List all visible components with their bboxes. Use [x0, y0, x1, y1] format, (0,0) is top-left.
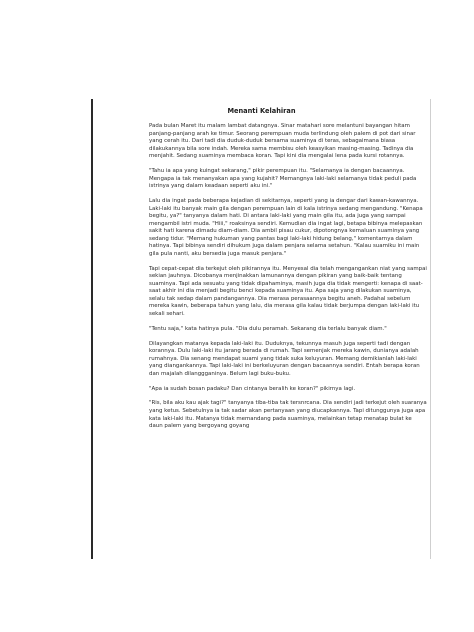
paragraph: Dilayangkan matanya kepada laki-laki itu. Duduknya, tekunnya masuh juga seperti tadi dengan korannya. Dulu laki-laki itu jarang berada di rumah. Tapi semenjak mereka kawin, dunianya adalah rumahnya. Dia senang mendapat suami yang tidak suka keluyuran. Memang demikianlah laki-laki yang diangankannya. Tapi laki-laki ini berkeluyuran dengan bacaannya sendiri. Entah berapa koran dan majalah dilanggganinya. Belum lagi buku-buku. [149, 340, 420, 377]
paragraph: Pada bulan Maret itu malam lambat datangnya. Sinar matahari sore melantuni bayangan hitam panjang-panjang arah ke timur. Seorang perempuan muda terlindung oleh palem di pot dari sinar yang cerah itu. Dari tadi dia duduk-duduk bersama suaminya di teras, sebagaimana biasa dilakukannya bila sore indah. Mereka sama membisu oleh keasyikan masing-masing. Tadinya dia menjahit. Sedang suaminya membaca koran. Tapi kini dia mengalai lena pada kursi rotannya. [149, 123, 416, 160]
paragraph: Tapi cepat-cepat dia terkejut oleh pikirannya itu. Menyesal dia telah mengangankan niat yang sampai sekian jauhnya. Dicobanya menjinakkan lamunannya dengan pikiran yang baik-baik tentang suaminya. Tapi ada sesuatu yang tidak dipahaminya, masih juga dia tidak mengerti: kenapa di saat-saat akhir ini dia menjadi begitu benci kepada suaminya itu. Apa saja yang dilakukan suaminya, selalu tak sedap dalam pandangannya. Dia merasa perasaannya begitu aneh. Padahal sebelum mereka kawin, beberapa tahun yang lalu, dia merasa gila kalau tidak berjumpa dengan laki-laki itu sekali sehari. [149, 265, 427, 317]
paragraph: Lalu dia ingat pada beberapa kejadian di sekitarnya, seperti yang ia dengar dari kawan-kawannya. Laki-laki itu banyak main gila dengan perempuan lain di kala istrinya sedang mengandung. "Kenapa begitu, ya?" tanyanya dalam hati. Di antara laki-laki yang main gila itu, ada juga yang sampai mengambil istri muda. "Hiii," roaksinya sendiri. Kemudian dia ingat lagi, betapa bibinya melepaskan sakit hati karena dimadu diam-diam. Dia ambil pisau cukur, dipotongnya kemaluan suaminya yang sedang tidur. "Memang hukuman yang pantas bagi laki-laki hidung belang," komentarnya dalam hatinya. Tapi bibinya sendiri dihukum juga dalam penjara selama setahun. "Kalau suamiku ini main gila pula nanti, aku bersedia juga masuk penjara." [149, 197, 423, 257]
paragraph: "Tahu ia apa yang kuingat sekarang," pikir perempuan itu. "Selamanya ia dengan bacaannya. Mengapa ia tak menanyakan apa yang kujahit? Memangnya laki-laki selamanya tidak peduli pada istrinya yang dalam keadaan seperti aku ini." [149, 168, 417, 190]
paragraph: "Ris, bila aku kau ajak tagi?" tanyanya tiba-tiba tak tersnrcana. Dia sendiri jadi terkejut oleh suaranya yang ketus. Sebetulnya ia tak sadar akan pertanyaan yang diucapkannya. Tapi ditunggunya juga apa kata laki-laki itu. Matanya tidak memandang pada suaminya, melainkan tetap menatap bulat ke daun palem yang bergoyang goyang [149, 400, 427, 430]
paragraph: "Tentu saja," kata hatinya pula. "Dia dulu peramah. Sekarang dia terlalu banyak diam." [149, 325, 387, 332]
document-page [91, 99, 431, 559]
paragraph: "Apa ia sudah bosan padaku? Dan cintanya beralih ke koran?" pikirnya lagi. [149, 385, 356, 392]
document-title: Menanti Kelahiran [227, 107, 296, 115]
document-body [149, 123, 427, 438]
